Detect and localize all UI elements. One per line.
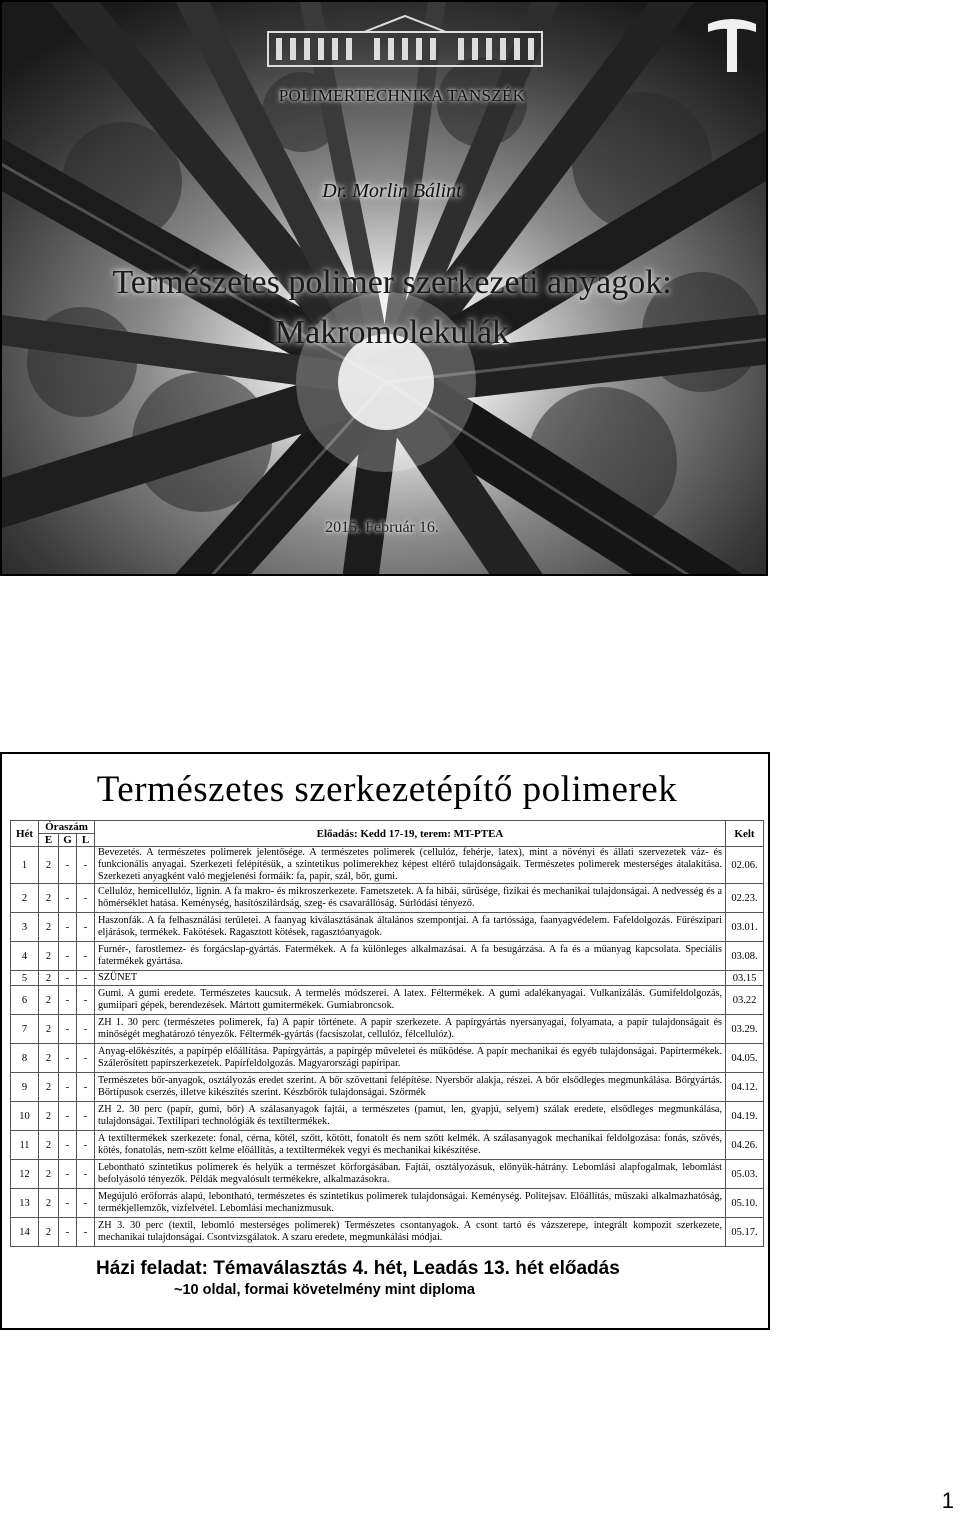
e-cell: 2 bbox=[39, 1015, 59, 1044]
e-cell: 2 bbox=[39, 1073, 59, 1102]
date-cell: 03.01. bbox=[726, 913, 764, 942]
l-cell: - bbox=[77, 1044, 95, 1073]
slide-title-line2: Makromolekulák bbox=[274, 314, 510, 351]
table-row bbox=[11, 1160, 764, 1189]
lecture-topic-cell: Cellulóz, hemicellulóz, lignin. A fa makro- és mikroszerkezete. Fametszetek. A fa hibái, sűrűsége, fizikai és mechanikai tulajdonságai. A nedvesség és a hőmérséklet hatása. Keménység, hasítószilárdság, szeg- és csavarállóság. Súrlódási tényező. bbox=[95, 884, 726, 913]
lecture-topic-cell: Haszonfák. A fa felhasználási területei. A faanyag kiválasztásának általános szempontjai. A fa tartóssága, faanyagvédelem. Fafeldolgozás. Fűrészipari eljárások, termékek. Fakötések. Ragasztott kötések, ragasztóanyagok. bbox=[95, 913, 726, 942]
week-cell: 11 bbox=[11, 1131, 39, 1160]
header-e: E bbox=[39, 834, 59, 847]
department-name: POLIMERTECHNIKA TANSZÉK bbox=[278, 86, 526, 105]
lecture-topic-cell: ZH 2. 30 perc (papír, gumi, bőr) A szálasanyagok fajtái, a természetes (pamut, len, gyapjú, selyem) szálak eredete, elsődleges megmunkálása, tulajdonságai. Textilipari technológiák és textiltermékek. bbox=[95, 1102, 726, 1131]
table-row bbox=[11, 1218, 764, 1247]
date-cell: 05.03. bbox=[726, 1160, 764, 1189]
g-cell: - bbox=[59, 913, 77, 942]
lecture-topic-cell: Megújuló erőforrás alapú, lebontható, természetes és szintetikus polimerek tulajdonságai. Keménység. Politejsav. Előállítás, műszaki alkalmazhatóság, termékjellemzők, vízfelvétel. Lebomlási mechanizmusuk. bbox=[95, 1189, 726, 1218]
e-cell: 2 bbox=[39, 942, 59, 971]
date-cell: 05.10. bbox=[726, 1189, 764, 1218]
e-cell: 2 bbox=[39, 1102, 59, 1131]
lecture-topic-cell: ZH 3. 30 perc (textil, lebomló mesterséges polimerek) Természetes csontanyagok. A csont tartó és vázszerepe, integrált kompozit szerkezete, mechanikai tulajdonságai. Csontvizsgálatok. A szaru eredete, megmunkálási módjai. bbox=[95, 1218, 726, 1247]
slide-title-line1: Természetes polimer szerkezeti anyagok: bbox=[112, 264, 672, 301]
header-date: Kelt bbox=[726, 821, 764, 847]
e-cell: 2 bbox=[39, 1131, 59, 1160]
lecture-topic-cell: Természetes bőr-anyagok, osztályozás eredet szerint. A bőr szövettani felépítése. Nyersbőr alakja, részei. A bőr elsődleges megmunkálása. Bőrgyártás. Bőrtípusok cserzés, illetve kikészítés szerint. Készbőrök tulajdonságai. Szőrmék bbox=[95, 1073, 726, 1102]
g-cell: - bbox=[59, 1160, 77, 1189]
l-cell: - bbox=[77, 942, 95, 971]
week-cell: 10 bbox=[11, 1102, 39, 1131]
header-g: G bbox=[59, 834, 77, 847]
table-row bbox=[11, 1189, 764, 1218]
week-cell: 3 bbox=[11, 913, 39, 942]
date-cell: 04.26. bbox=[726, 1131, 764, 1160]
date-cell: 03.22 bbox=[726, 986, 764, 1015]
week-cell: 13 bbox=[11, 1189, 39, 1218]
table-row bbox=[11, 986, 764, 1015]
e-cell: 2 bbox=[39, 913, 59, 942]
lecture-topic-cell: Bevezetés. A természetes polimerek jelentősége. A természetes polimerek (cellulóz, fehérje, latex), mint a növényi és állati szervezetek váz- és funkcionális anyagai. Szerkezeti felépítésük, a szintetikus polimerekhez képest eltérő tulajdonságaik. Természetes polimerek mesterséges átalakítása. Szerkezeti anyagként való megjelenési formáik: fa, papír, szál, bőr, gumi. bbox=[95, 847, 726, 884]
l-cell: - bbox=[77, 1102, 95, 1131]
week-cell: 12 bbox=[11, 1160, 39, 1189]
table-row bbox=[11, 847, 764, 884]
l-cell: - bbox=[77, 1189, 95, 1218]
header-l: L bbox=[77, 834, 95, 847]
week-cell: 5 bbox=[11, 971, 39, 986]
lecture-topic-cell: Gumi. A gumi eredete. Természetes kaucsuk. A termelés módszerei. A latex. Féltermékek. A gumi adalékanyagai. Vulkanizálás. Gumifeldolgozás, gumiipari gépek, berendezések. Mártott gumitermékek. Gumiabroncsok. bbox=[95, 986, 726, 1015]
l-cell: - bbox=[77, 884, 95, 913]
l-cell: - bbox=[77, 1131, 95, 1160]
table-row bbox=[11, 913, 764, 942]
l-cell: - bbox=[77, 1015, 95, 1044]
date-cell: 03.15 bbox=[726, 971, 764, 986]
table-row bbox=[11, 971, 764, 986]
week-cell: 14 bbox=[11, 1218, 39, 1247]
g-cell: - bbox=[59, 942, 77, 971]
g-cell: - bbox=[59, 884, 77, 913]
week-cell: 4 bbox=[11, 942, 39, 971]
g-cell: - bbox=[59, 1218, 77, 1247]
g-cell: - bbox=[59, 971, 77, 986]
lecture-date: 2015. Február 16. bbox=[325, 519, 439, 536]
week-cell: 2 bbox=[11, 884, 39, 913]
university-t-logo bbox=[704, 16, 760, 74]
l-cell: - bbox=[77, 971, 95, 986]
lecture-topic-cell: Furnér-, farostlemez- és forgácslap-gyártás. Fatermékek. A fa különleges alkalmazásai. A fa besugárzása. A fa és a műanyag kapcsolata. Speciális fatermékek gyártása. bbox=[95, 942, 726, 971]
g-cell: - bbox=[59, 1102, 77, 1131]
homework-line1: Házi feladat: Témaválasztás 4. hét, Leadás 13. hét előadás bbox=[96, 1258, 620, 1279]
slide2-title: Természetes szerkezetépítő polimerek bbox=[96, 769, 678, 810]
title-slide bbox=[0, 0, 768, 576]
date-cell: 04.05. bbox=[726, 1044, 764, 1073]
week-cell: 6 bbox=[11, 986, 39, 1015]
date-cell: 05.17. bbox=[726, 1218, 764, 1247]
e-cell: 2 bbox=[39, 1044, 59, 1073]
e-cell: 2 bbox=[39, 1218, 59, 1247]
e-cell: 2 bbox=[39, 884, 59, 913]
l-cell: - bbox=[77, 913, 95, 942]
schedule-body bbox=[11, 847, 764, 1247]
lecture-topic-cell: SZÜNET bbox=[95, 971, 726, 986]
page-number: 1 bbox=[941, 1488, 954, 1513]
header-hours: Óraszám bbox=[39, 821, 95, 834]
university-building-logo bbox=[264, 14, 546, 70]
g-cell: - bbox=[59, 1131, 77, 1160]
g-cell: - bbox=[59, 986, 77, 1015]
date-cell: 04.19. bbox=[726, 1102, 764, 1131]
l-cell: - bbox=[77, 1073, 95, 1102]
g-cell: - bbox=[59, 1189, 77, 1218]
table-header-row bbox=[11, 821, 764, 834]
table-row bbox=[11, 1073, 764, 1102]
l-cell: - bbox=[77, 1160, 95, 1189]
week-cell: 7 bbox=[11, 1015, 39, 1044]
slide-title bbox=[2, 258, 768, 358]
date-cell: 02.06. bbox=[726, 847, 764, 884]
lecture-topic-cell: Anyag-előkészítés, a papírpép előállítása. Papírgyártás, a papírgép műveletei és működése. A papír mechanikai és egyéb tulajdonságai. Papírtermékek. Szálerősített papírszerkezetek. Papírfeldolgozás. Magyarországi papíripar. bbox=[95, 1044, 726, 1073]
lecture-topic-cell: ZH 1. 30 perc (természetes polimerek, fa) A papír története. A papír szerkezete. A papírgyártás nyersanyagai, folyamata, a papír tulajdonságait és minőségét meghatározó tényezők. Féltermék-gyártás (facsiszolat, cellulóz, félcellulóz). bbox=[95, 1015, 726, 1044]
homework-line2: ~10 oldal, formai követelmény mint diploma bbox=[174, 1282, 475, 1298]
lecture-topic-cell: Lebontható szintetikus polimerek és helyük a természet körforgásában. Fajtái, osztályozásuk, előnyük-hátrány. Lebomlási alapfogalmak, lebomlást befolyásoló tényezők. Példák megvalósult termékekre, alkalmazásokra. bbox=[95, 1160, 726, 1189]
table-row bbox=[11, 884, 764, 913]
e-cell: 2 bbox=[39, 971, 59, 986]
e-cell: 2 bbox=[39, 1189, 59, 1218]
e-cell: 2 bbox=[39, 1160, 59, 1189]
g-cell: - bbox=[59, 847, 77, 884]
l-cell: - bbox=[77, 1218, 95, 1247]
header-week: Hét bbox=[11, 821, 39, 847]
g-cell: - bbox=[59, 1073, 77, 1102]
e-cell: 2 bbox=[39, 847, 59, 884]
course-schedule-table bbox=[10, 820, 764, 1247]
g-cell: - bbox=[59, 1015, 77, 1044]
table-row bbox=[11, 1131, 764, 1160]
week-cell: 1 bbox=[11, 847, 39, 884]
table-row bbox=[11, 1015, 764, 1044]
table-row bbox=[11, 1102, 764, 1131]
table-row bbox=[11, 1044, 764, 1073]
week-cell: 8 bbox=[11, 1044, 39, 1073]
schedule-slide bbox=[0, 752, 770, 1330]
e-cell: 2 bbox=[39, 986, 59, 1015]
date-cell: 02.23. bbox=[726, 884, 764, 913]
week-cell: 9 bbox=[11, 1073, 39, 1102]
date-cell: 03.29. bbox=[726, 1015, 764, 1044]
g-cell: - bbox=[59, 1044, 77, 1073]
author-name: Dr. Morlin Bálint bbox=[322, 180, 462, 202]
date-cell: 04.12. bbox=[726, 1073, 764, 1102]
l-cell: - bbox=[77, 986, 95, 1015]
l-cell: - bbox=[77, 847, 95, 884]
table-row bbox=[11, 942, 764, 971]
date-cell: 03.08. bbox=[726, 942, 764, 971]
lecture-topic-cell: A textiltermékek szerkezete: fonal, cérna, kötél, szőtt, kötött, fonatolt és nem szőtt kelmék. A szálasanyagok mechanikai feldolgozása: fonás, szövés, kötés, fonatolás, nem-szőtt kelme előállítás, a textiltermékek vegyi és mechanikai kikészítése. bbox=[95, 1131, 726, 1160]
header-lecture: Előadás: Kedd 17-19, terem: MT-PTEA bbox=[95, 821, 726, 847]
